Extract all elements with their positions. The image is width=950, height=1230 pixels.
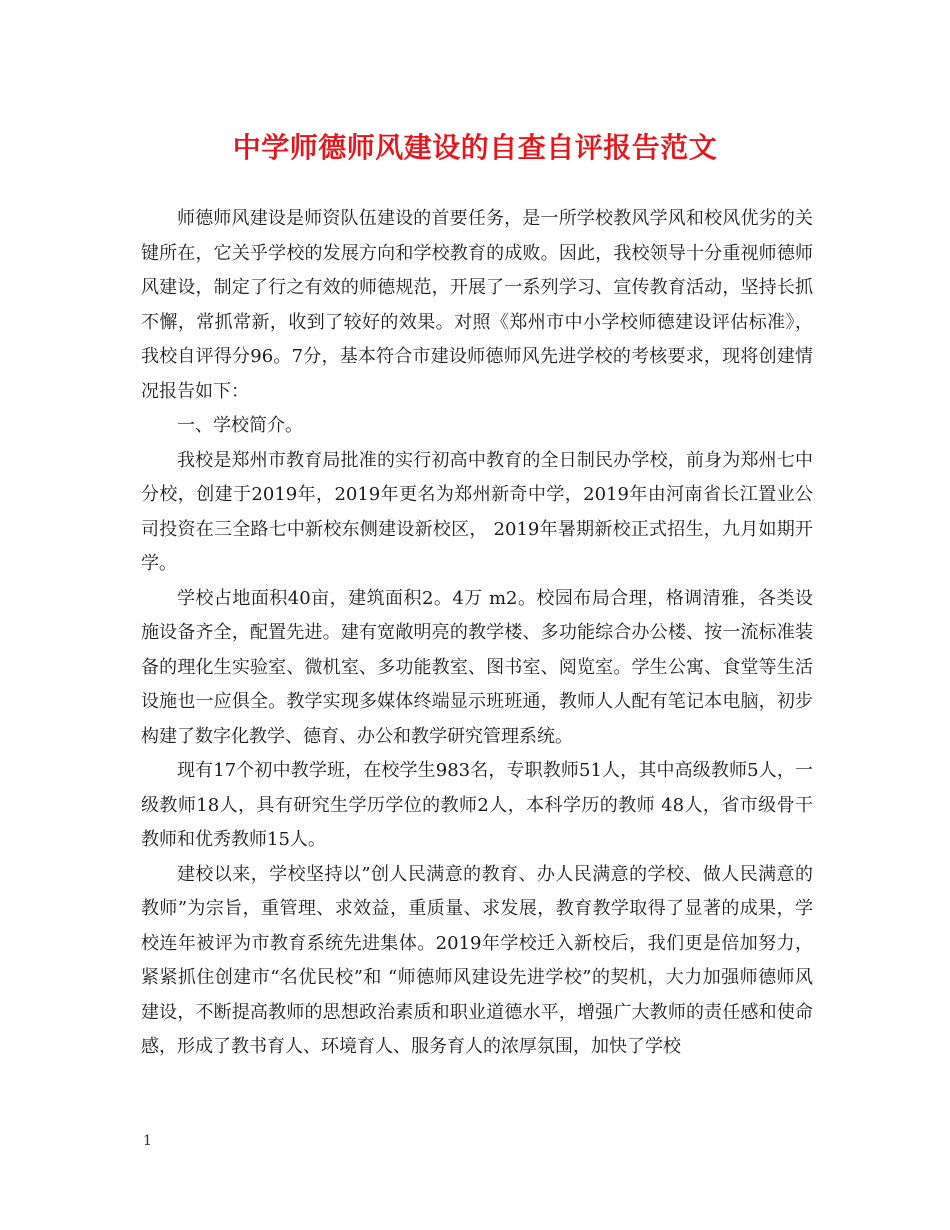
paragraph-intro: 师德师风建设是师资队伍建设的首要任务，是一所学校教风学风和校风优劣的关键所在，它关乎学校的发展方向和学校教育的成败。因此，我校领导十分重视师德师风建设，制定了行之有效的师德规范，开展了一系列学习、宣传教育活动，坚持长抓不懈，常抓常新，收到了较好的效果。对照《郑州市中小学校师德建设评估标准》，我校自评得分96。7分，基本符合市建设师德师风先进学校的考核要求，现将创建情况报告如下： <box>141 208 813 402</box>
page-number: 1 <box>143 1133 152 1149</box>
paragraph-school-history: 我校是郑州市教育局批准的实行初高中教育的全日制民办学校，前身为郑州七中分校，创建于2019年，2019年更名为郑州新奇中学，2019年由河南省长江置业公司投资在三全路七中新校东侧建设新校区， 2019年暑期新校正式招生，九月如期开学。 <box>141 449 813 574</box>
document-body <box>141 202 813 1065</box>
paragraph-school-achievements: 建校以来，学校坚持以”创人民满意的教育、办人民满意的学校、做人民满意的教师”为宗旨，重管理、求效益，重质量、求发展，教育教学取得了显著的成果，学校连年被评为市教育系统先进集体。2019年学校迁入新校后，我们更是倍加努力，紧紧抓住创建市“名优民校”和 “师德师风建设先进学校”的契机，大力加强师德师风建设，不断提高教师的思想政治素质和职业道德水平，增强广大教师的责任感和使命感，形成了教书育人、环境育人、服务育人的浓厚氛围，加快了学校 <box>141 863 813 1057</box>
section-heading-school-intro: 一、学校简介。 <box>177 415 303 436</box>
document-title: 中学师德师风建设的自查自评报告范文 <box>232 131 718 164</box>
paragraph-campus-facilities: 学校占地面积40亩，建筑面积2。4万 m2。校园布局合理，格调清雅，各类设施设备齐全，配置先进。建有宽敞明亮的教学楼、多功能综合办公楼、按一流标准装备的理化生实验室、微机室、多功能教室、图书室、阅览室。学生公寓、食堂等生活设施也一应俱全。教学实现多媒体终端显示班班通，教师人人配有笔记本电脑，初步构建了数字化教学、德育、办公和教学研究管理系统。 <box>141 587 813 747</box>
paragraph-staff-statistics: 现有17个初中教学班，在校学生983名，专职教师51人，其中高级教师5人，一级教师18人，具有研究生学历学位的教师2人，本科学历的教师 48人，省市级骨干教师和优秀教师15人。 <box>141 760 813 850</box>
